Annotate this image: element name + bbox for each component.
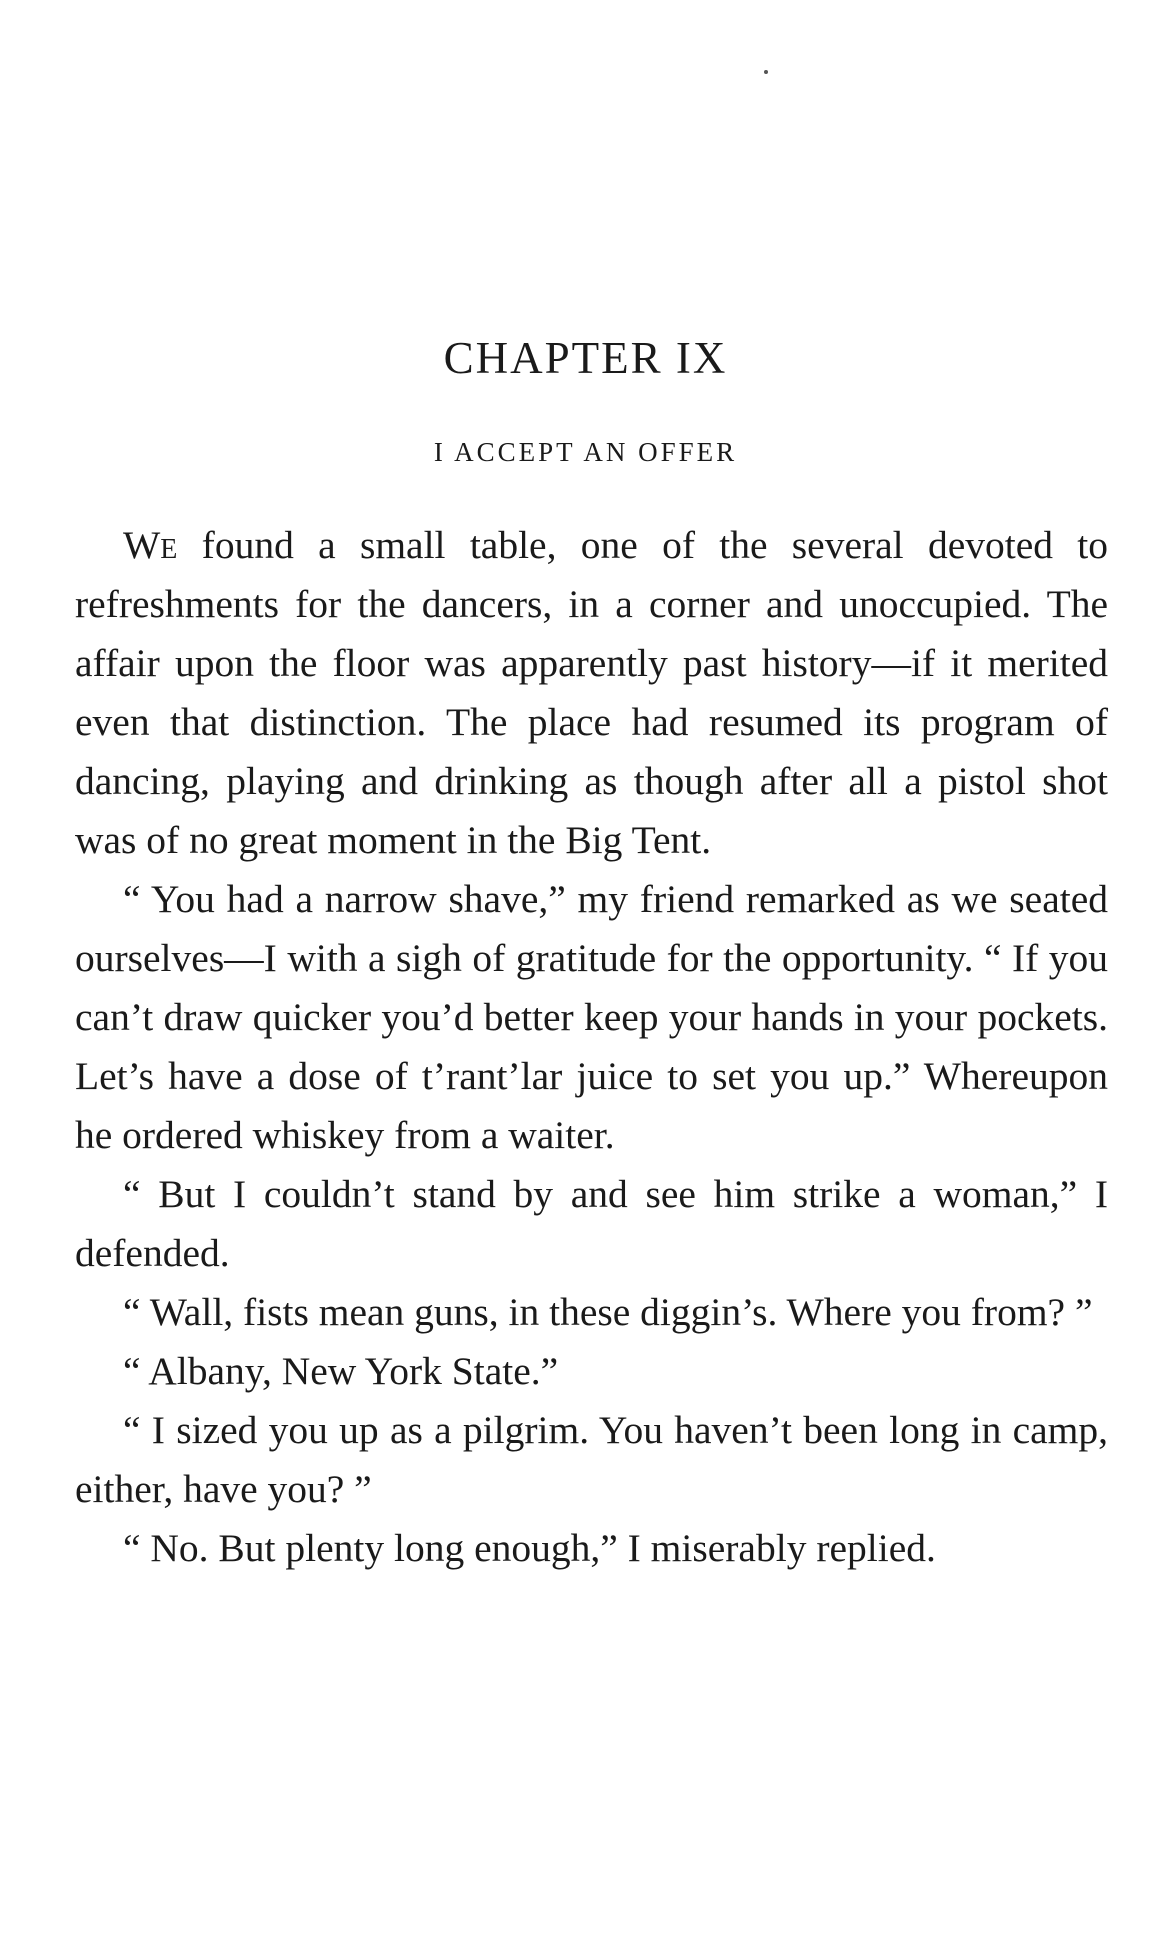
ink-speck [764,70,768,74]
paragraph: “ But I couldn’t stand by and see him strike a woman,” I defended. [75,1172,1108,1275]
paragraph: “ Albany, New York State.” [123,1349,559,1393]
chapter-title: CHAPTER IX [443,333,728,383]
paragraph: “ You had a narrow shave,” my friend remarked as we seated ourselves—I with a sigh of gratitude for the opportunity. “ If you can’t draw quicker you’d better keep your hands in your pockets. Let’s have a dose of t’rant’lar juice to set you up.” Whereupon he ordered whiskey from a waiter. [75,877,1108,1157]
paragraph [75,516,1108,870]
paragraph: “ Wall, fists mean guns, in these diggin’s. Where you from? ” [123,1290,1093,1334]
chapter-subtitle: I ACCEPT AN OFFER [433,437,738,467]
paragraph-text: found a small table, one of the several devoted to refreshments for the dancers, in a corner and unoccupied. The affair upon the floor was apparently past history—if it merited even that distinction. The place had resumed its program of dancing, playing and drinking as though after all a pistol shot was of no great moment in the Big Tent. [75,523,1108,862]
paragraph: “ I sized you up as a pilgrim. You haven’t been long in camp, either, have you? ” [75,1408,1108,1511]
paragraph: “ No. But plenty long enough,” I miserably replied. [123,1526,936,1570]
chapter-body [75,516,1108,1578]
paragraph-lead: We [123,523,178,567]
